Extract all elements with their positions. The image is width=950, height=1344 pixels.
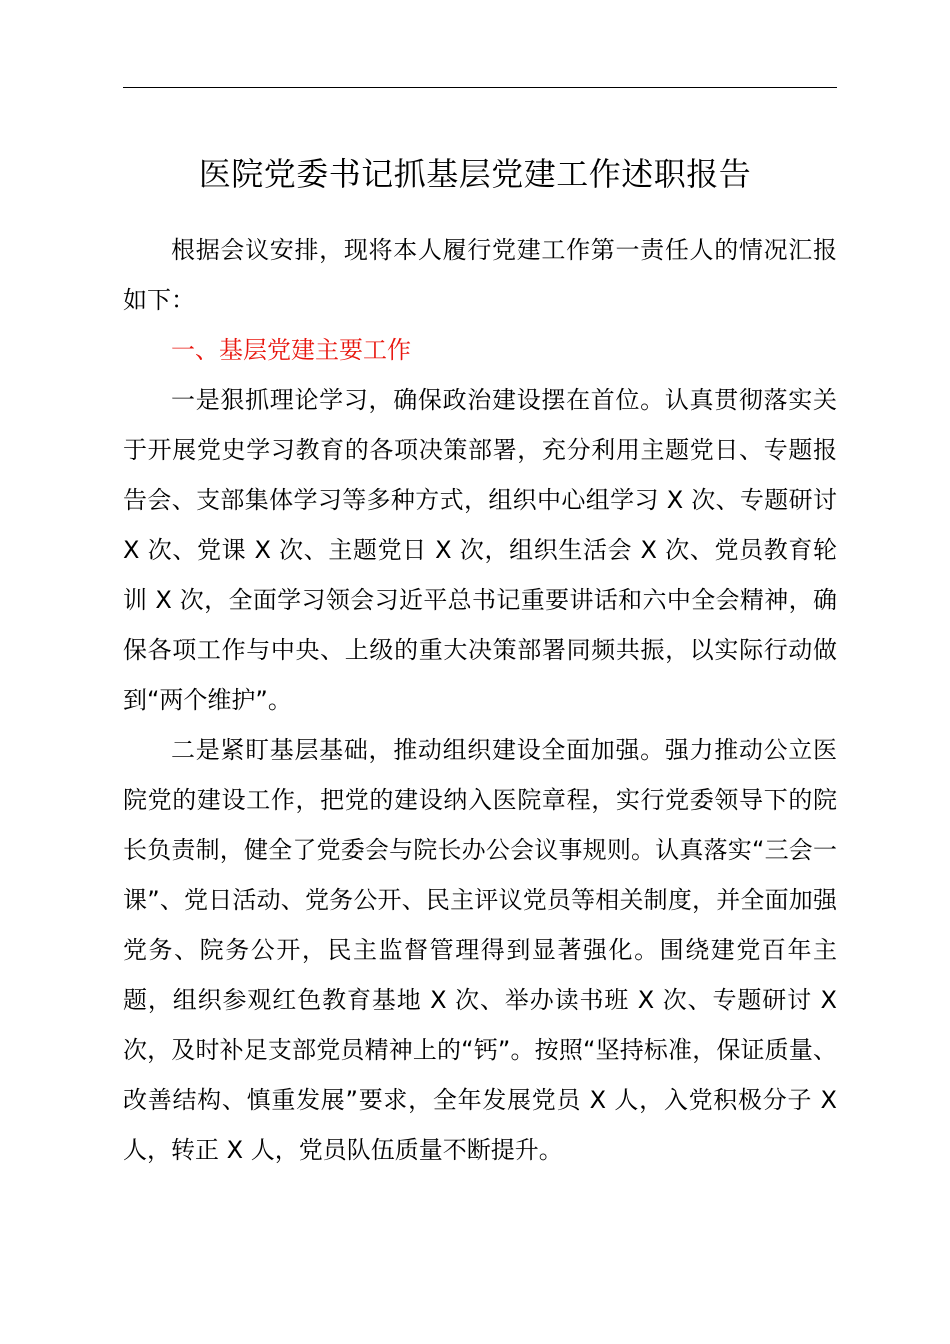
- document-body: [123, 225, 837, 1175]
- paragraph-theory-study: 一是狠抓理论学习，确保政治建设摆在首位。认真贯彻落实关于开展党史学习教育的各项决策部署，充分利用主题党日、专题报告会、支部集体学习等多种方式，组织中心组学习 X 次、专题研讨 X 次、党课 X 次、主题党日 X 次，组织生活会 X 次、党员教育轮训 X 次，全面学习领会习近平总书记重要讲话和六中全会精神，确保各项工作与中央、上级的重大决策部署同频共振，以实际行动做到“两个维护”。: [123, 386, 837, 714]
- paragraph-organization-building: 二是紧盯基层基础，推动组织建设全面加强。强力推动公立医院党的建设工作，把党的建设纳入医院章程，实行党委领导下的院长负责制，健全了党委会与院长办公会议事规则。认真落实“三会一课”、党日活动、党务公开、民主评议党员等相关制度，并全面加强党务、院务公开，民主监督管理得到显著强化。围绕建党百年主题，组织参观红色教育基地 X 次、举办读书班 X 次、专题研讨 X 次，及时补足支部党员精神上的“钙”。按照“坚持标准，保证质量、改善结构、慎重发展”要求，全年发展党员 X 人，入党积极分子 X 人，转正 X 人，党员队伍质量不断提升。: [123, 736, 837, 1164]
- intro-paragraph: 根据会议安排，现将本人履行党建工作第一责任人的情况汇报如下：: [123, 236, 837, 314]
- header-rule: [123, 87, 837, 88]
- document-title: 医院党委书记抓基层党建工作述职报告: [198, 155, 752, 193]
- section-heading: 一、基层党建主要工作: [171, 336, 411, 364]
